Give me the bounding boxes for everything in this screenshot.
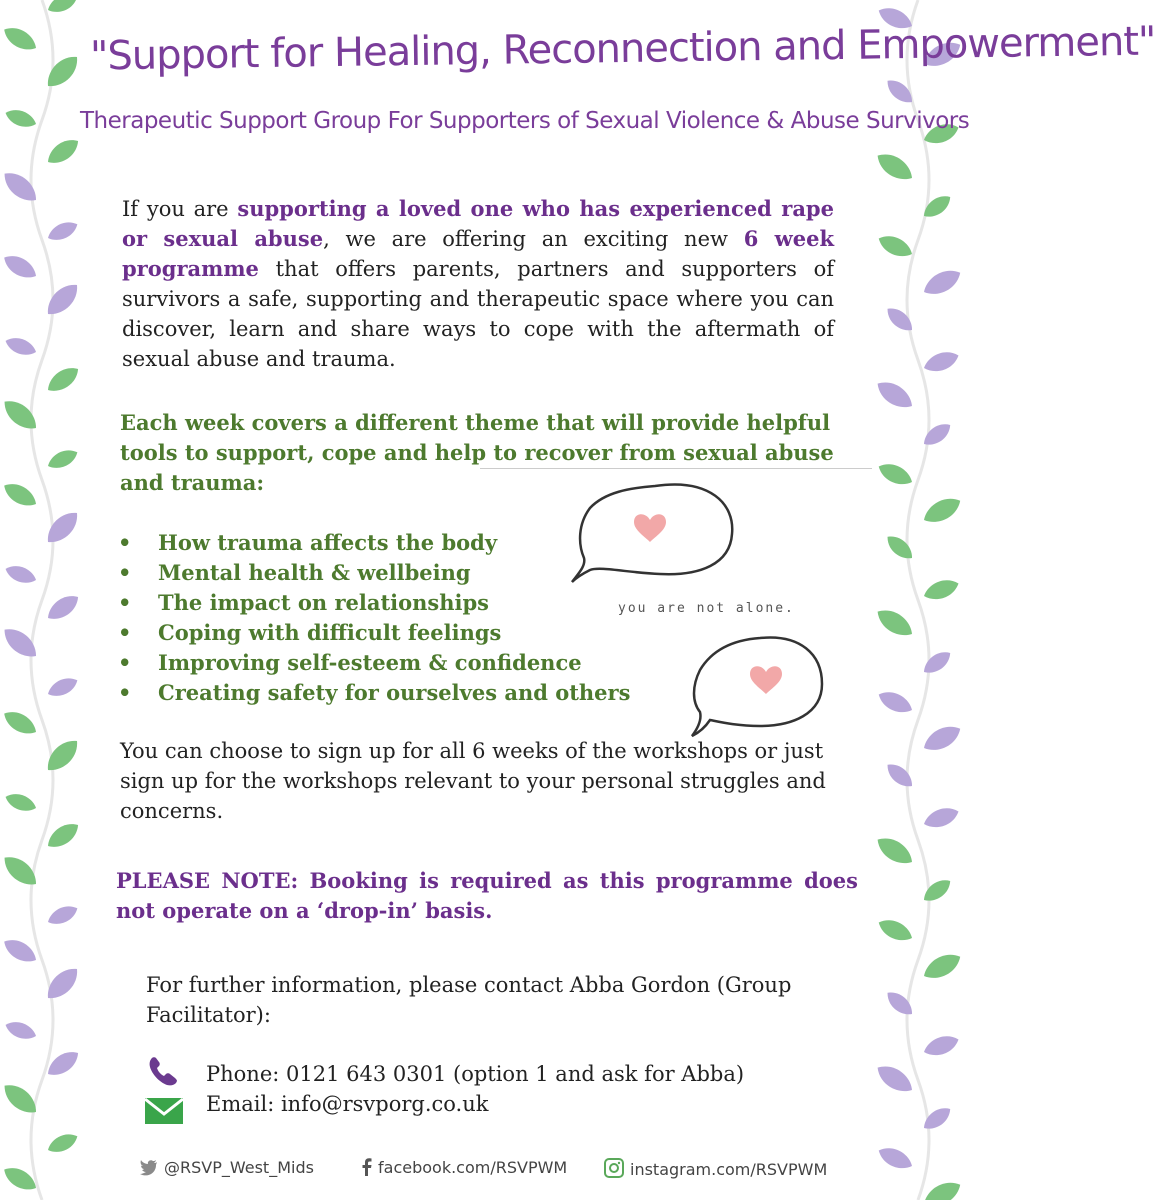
- signup-paragraph: You can choose to sign up for all 6 weeks of the workshops or just sign up for the workshops relevant to your personal struggles and concerns.: [120, 739, 826, 823]
- instagram-label: instagram.com/RSVPWM: [630, 1160, 828, 1179]
- phone-number: Phone: 0121 643 0301 (option 1 and ask for Abba): [206, 1062, 745, 1086]
- theme-list: [118, 528, 630, 708]
- instagram-icon: [604, 1158, 624, 1178]
- page-subtitle: Therapeutic Support Group For Supporters of Sexual Violence & Abuse Survivors: [80, 108, 970, 134]
- list-item: • Coping with difficult feelings: [118, 620, 502, 645]
- heart-icon: [634, 514, 666, 542]
- list-item: • Mental health & wellbeing: [118, 560, 471, 585]
- speech-bubbles-illustration: [560, 474, 830, 744]
- twitter-handle[interactable]: [140, 1158, 314, 1177]
- divider-line: [480, 468, 872, 469]
- list-item: • The impact on relationships: [118, 590, 489, 615]
- facebook-link[interactable]: [362, 1158, 567, 1177]
- email-icon: [144, 1096, 184, 1126]
- speech-bubble-bottom: [692, 637, 822, 736]
- instagram-link[interactable]: [604, 1158, 827, 1179]
- heart-icon: [750, 666, 782, 694]
- illustration-caption: you are not alone.: [618, 601, 795, 616]
- twitter-icon: [140, 1160, 158, 1176]
- list-item: • Improving self-esteem & confidence: [118, 650, 582, 675]
- themes-intro: Each week covers a different theme that will provide helpful tools to support, cope and help to recover from sexual abuse and trauma:: [120, 410, 834, 495]
- facebook-icon: [362, 1158, 372, 1176]
- twitter-label: @RSVP_West_Mids: [164, 1158, 314, 1177]
- page-title: "Support for Healing, Reconnection and Empowerment": [89, 18, 1156, 80]
- intro-paragraph: If you are supporting a loved one who has experienced rape or sexual abuse, we are offering an exciting new 6 week programme that offers parents, partners and supporters of survivors a safe, supporting and therapeutic space where you can discover, learn and share ways to cope with the aftermath of sexual abuse and trauma.: [122, 196, 834, 371]
- booking-note: PLEASE NOTE: Booking is required as this programme does not operate on a ‘drop-in’ basis.: [116, 868, 858, 923]
- contact-intro: For further information, please contact Abba Gordon (Group Facilitator):: [146, 973, 792, 1027]
- list-item: • How trauma affects the body: [118, 530, 498, 555]
- facebook-label: facebook.com/RSVPWM: [378, 1158, 568, 1177]
- phone-icon: [146, 1054, 180, 1088]
- email-address: Email: info@rsvporg.co.uk: [206, 1092, 489, 1116]
- list-item: • Creating safety for ourselves and others: [118, 680, 631, 705]
